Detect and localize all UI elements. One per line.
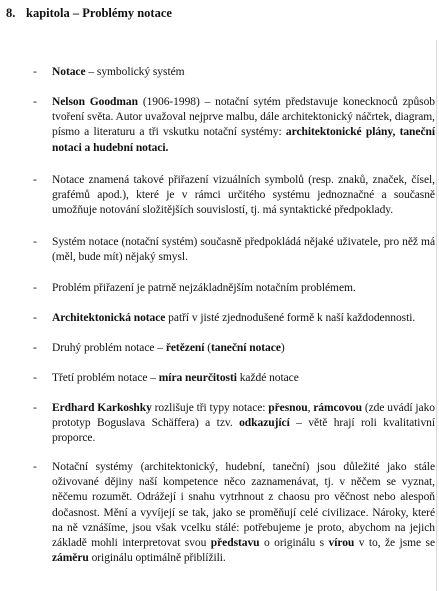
text-run: Problém přiřazení je patrně nejzákladnějším notačním problémem.	[52, 282, 356, 294]
bold-run: řetězení	[165, 342, 205, 354]
chapter-title: kapitola – Problémy notace	[26, 6, 172, 20]
bullet-text	[52, 371, 435, 386]
bold-run: architektonické plány, taneční notaci a hudební notaci.	[52, 126, 435, 154]
bullet-item	[33, 341, 435, 356]
text-run: rozlišuje tři typy notace:	[151, 402, 269, 414]
bold-run: odkazující	[239, 417, 290, 430]
bold-run: záměru	[52, 552, 89, 565]
text-run: – větě hrají roli kvalitativní proporce.	[52, 417, 435, 445]
text-run: Notace znamená takové přiřazení vizuálních symbolů (resp. znaků, značek, čísel, grafémů apod.), které je v rámci určitého systému jednoznačné a současně umožňuje notování složitějších souvislostí, tj. má syntaktické předpoklady.	[52, 174, 435, 217]
text-run: )	[280, 342, 285, 354]
bullet-item	[33, 95, 435, 156]
bullet-text	[52, 235, 435, 265]
text-run: patří v jisté zjednodušené formě k naší každodennosti.	[165, 312, 416, 324]
bold-run: představu	[210, 537, 260, 550]
text-run: Notační systémy (architektonický, hudební, taneční) jsou důležité jako stále oživované dějiny naší kompetence něco zaznamenávat, tj. v něčem se vyznat, něčemu rozumět. Odrážejí i snahu vytrhnout z chaosu pro věčnost nebo alespoň dočasnost. Mění a vyvíjejí se tak, jako se proměňují celé civilizace. Nároky, které na ně vznášíme, jsou však vcelku stálé: potřebujeme je proto, abychom na jejich základě mohli interpretovat svou	[52, 461, 435, 550]
bullet-text	[52, 65, 435, 80]
text-run: Druhý problém notace –	[52, 342, 166, 354]
text-run: originálu optimálně přiblížili.	[88, 552, 226, 565]
text-run: v to, že jsme se	[354, 537, 435, 550]
bullet-item	[33, 173, 435, 219]
bullet-dash: -	[33, 174, 37, 186]
bullet-item	[33, 235, 435, 265]
bullet-text	[52, 311, 435, 326]
bold-run: míra neurčitosti	[158, 372, 237, 384]
text-run: (	[204, 342, 211, 354]
bold-run: Architektonická notace	[52, 312, 166, 324]
bold-run: Erdhard Karkoshky	[52, 402, 152, 414]
page-edge-line	[436, 40, 437, 591]
bullet-item	[33, 401, 435, 447]
bullet-dash: -	[33, 372, 37, 384]
bullet-text	[52, 95, 435, 156]
bullet-text	[52, 173, 435, 219]
bullet-dash: -	[33, 342, 37, 354]
bullet-dash: -	[33, 66, 37, 78]
bold-run: taneční notace	[210, 342, 281, 354]
bullet-text	[52, 281, 435, 296]
chapter-heading	[6, 6, 172, 21]
bullet-dash: -	[33, 282, 37, 294]
text-run: Systém notace (notační systém) současně předpokládá nějaké uživatele, pro něž má (měl, bude mít) nějaký smysl.	[52, 236, 435, 264]
text-run: (zde uvádí jako prototyp Boguslava Schäffera) a tzv.	[52, 402, 435, 430]
chapter-number: 8.	[6, 6, 16, 20]
bullet-text	[52, 401, 435, 447]
bullet-dash: -	[33, 461, 37, 473]
bullet-item	[33, 311, 435, 326]
bullet-item	[33, 281, 435, 296]
bold-run: Nelson Goodman	[52, 96, 138, 108]
bold-run: Notace	[52, 66, 86, 78]
text-run: (1906-1998) – notační sytém představuje konecknoců způsob tvoření světa. Autor uvažoval nejprve malbu, dále architektonický náčrtek, diagram, písmo a literaturu a tři vskutku notační systémy:	[52, 96, 435, 139]
bold-run: rámcovou	[313, 402, 363, 414]
bullet-text	[52, 460, 435, 566]
bullet-dash: -	[33, 96, 37, 108]
bullet-dash: -	[33, 236, 37, 248]
text-run: každé notace	[236, 372, 299, 384]
bold-run: vírou	[328, 537, 355, 550]
bullet-item	[33, 460, 435, 566]
bullet-item	[33, 371, 435, 386]
bullet-text	[52, 341, 435, 356]
text-run: – symbolický systém	[85, 66, 185, 78]
text-run: ,	[307, 402, 314, 414]
bold-run: přesnou	[268, 402, 308, 414]
text-run: o originálu s	[259, 537, 329, 550]
text-run: Třetí problém notace –	[52, 372, 159, 384]
bullet-item	[33, 65, 435, 80]
bullet-dash: -	[33, 312, 37, 324]
bullet-dash: -	[33, 402, 37, 414]
